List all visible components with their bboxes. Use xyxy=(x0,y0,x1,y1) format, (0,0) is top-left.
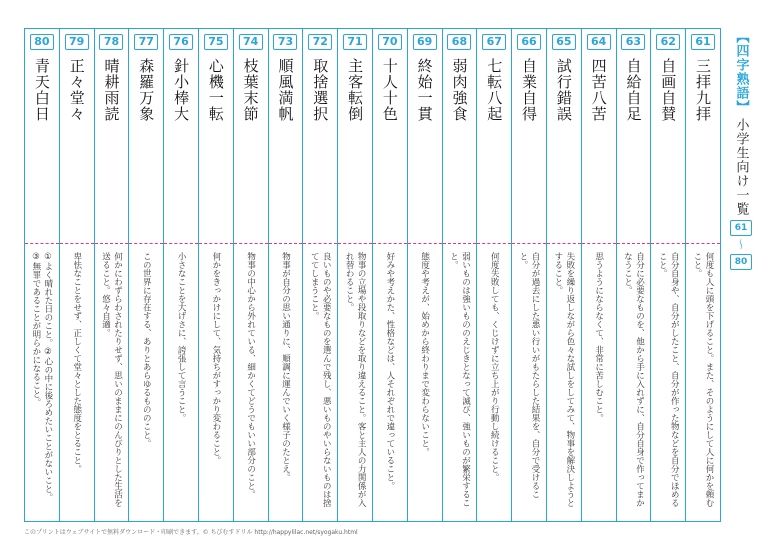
entry-column xyxy=(198,29,233,521)
entry-meaning: 自分が過去にした悪い行いがもたらした結果を、自分で受けること。 xyxy=(518,252,541,499)
entry-idiom: 正々堂々 xyxy=(67,58,86,122)
entry-idiom: 青天白日 xyxy=(32,58,51,122)
entry-header xyxy=(373,29,407,244)
page-subtitle: 小学生向け一覧 xyxy=(733,118,749,216)
entry-header xyxy=(547,29,581,244)
entry-meaning: 態度や考えが、始めから終わりまで変わらないこと。 xyxy=(419,252,430,456)
entry-body xyxy=(582,244,616,521)
entry-column xyxy=(650,29,685,521)
entry-body xyxy=(164,244,198,521)
entry-column xyxy=(442,29,477,521)
entry-number: 67 xyxy=(482,34,506,50)
entry-idiom: 自画自賛 xyxy=(659,58,678,122)
entry-meaning: 小さなことを大げさに、誇張して言うこと。 xyxy=(176,252,187,422)
entry-header xyxy=(25,29,59,244)
entry-meaning: 弱いものは強いもののえじきとなって滅び、強いものが繁栄すること。 xyxy=(448,252,471,507)
entry-meaning: 何かをきっかけにして、気持ちがすっかり変わること。 xyxy=(210,252,221,465)
footer-note: このプリントはウェブサイトで無料ダウンロード・印刷できます。© ちびむすドリル http://happylilac.net/syogaku.html xyxy=(24,529,358,536)
entry-meaning: 失敗を繰り返しながら色々な試しをしてみて、物事を解決しようとすること。 xyxy=(552,252,575,507)
entry-meaning: 思うようにならなくて、非常に苦しむこと。 xyxy=(593,252,604,422)
entry-number: 70 xyxy=(378,34,402,50)
entry-column xyxy=(581,29,616,521)
entry-idiom: 七転八起 xyxy=(485,58,504,122)
entry-column xyxy=(94,29,129,521)
range-start-badge: 61 xyxy=(730,220,752,236)
entry-header xyxy=(338,29,372,244)
entry-header xyxy=(582,29,616,244)
entry-number: 69 xyxy=(413,34,437,50)
entry-number: 79 xyxy=(65,34,89,50)
entry-header xyxy=(234,29,268,244)
entry-column xyxy=(407,29,442,521)
entry-body xyxy=(199,244,233,521)
entry-meaning: ①よく晴れた日のこと。②心の中に後ろめたいことがないこと。③無罪であることが明らかになること。 xyxy=(30,252,53,502)
entry-column xyxy=(546,29,581,521)
entry-body xyxy=(477,244,511,521)
entry-idiom: 弱肉強食 xyxy=(450,58,469,122)
kanji-table xyxy=(24,28,721,522)
entry-body xyxy=(443,244,477,521)
entry-idiom: 終始一貫 xyxy=(415,58,434,122)
page-title-area xyxy=(727,30,755,270)
entry-body xyxy=(651,244,685,521)
entry-column xyxy=(59,29,94,521)
entry-idiom: 順風満帆 xyxy=(276,58,295,122)
entry-number: 75 xyxy=(204,34,228,50)
entry-body xyxy=(60,244,94,521)
page-title: 【四字熟語】 xyxy=(733,30,749,114)
entry-column xyxy=(476,29,511,521)
entry-idiom: 枝葉末節 xyxy=(241,58,260,122)
entry-meaning: 良いものや必要なものを選んで残し、悪いものやいらないものは捨ててしまうこと。 xyxy=(309,252,332,507)
entry-column xyxy=(268,29,303,521)
entry-header xyxy=(686,29,720,244)
entry-body xyxy=(269,244,303,521)
entry-number: 80 xyxy=(30,34,54,50)
entry-idiom: 心機一転 xyxy=(206,58,225,122)
entry-meaning: 物事の立場や段取りなどを取り違えること。客と主人の力関係が入れ替わること。 xyxy=(344,252,367,507)
entry-meaning: 物事の中心から外れている、細かくてどうでもいい部分のこと。 xyxy=(245,252,256,499)
entry-meaning: 何度も人に頭を下げること。また、そのようにして人に何かを頼むこと。 xyxy=(692,252,715,507)
entry-idiom: 取捨選択 xyxy=(311,58,330,122)
entry-number: 71 xyxy=(343,34,367,50)
entry-number: 63 xyxy=(621,34,645,50)
entry-body xyxy=(234,244,268,521)
entry-meaning: 卑怯なことをせず、正しくて堂々とした態度をとること。 xyxy=(71,252,82,473)
entry-number: 77 xyxy=(134,34,158,50)
entry-header xyxy=(408,29,442,244)
entry-body xyxy=(25,244,59,521)
entry-idiom: 晴耕雨読 xyxy=(102,58,121,122)
entry-meaning: 物事が自分の思い通りに、順調に運んでいく様子のたとえ。 xyxy=(280,252,291,482)
entry-idiom: 森羅万象 xyxy=(137,58,156,122)
entry-meaning: 好みや考えかた、性格などは、人それぞれで違っていること。 xyxy=(384,252,395,490)
entry-body xyxy=(338,244,372,521)
entry-number: 62 xyxy=(656,34,680,50)
entry-number: 66 xyxy=(517,34,541,50)
entry-body xyxy=(129,244,163,521)
entry-idiom: 主客転倒 xyxy=(346,58,365,122)
entry-meaning: 何かにわずらわされたりせず、思いのままにのんびりとした生活を送ること。悠々自適。 xyxy=(100,252,123,507)
entry-header xyxy=(60,29,94,244)
entry-idiom: 三拝九拝 xyxy=(694,58,713,122)
range-end-badge: 80 xyxy=(730,254,752,270)
entry-meaning: 自分に必要なものを、他から手に入れずに、自分自身で作ってまかなうこと。 xyxy=(622,252,645,507)
entry-body xyxy=(686,244,720,521)
entry-idiom: 自業自得 xyxy=(520,58,539,122)
entry-number: 78 xyxy=(99,34,123,50)
entry-header xyxy=(651,29,685,244)
entry-number: 76 xyxy=(169,34,193,50)
entry-idiom: 針小棒大 xyxy=(172,58,191,122)
entry-column xyxy=(616,29,651,521)
entry-header xyxy=(617,29,651,244)
entry-header xyxy=(269,29,303,244)
entry-column xyxy=(685,29,720,521)
entry-idiom: 十人十色 xyxy=(380,58,399,122)
entry-header xyxy=(164,29,198,244)
entry-header xyxy=(199,29,233,244)
entry-number: 65 xyxy=(552,34,576,50)
entry-number: 74 xyxy=(239,34,263,50)
entry-body xyxy=(303,244,337,521)
entry-idiom: 試行錯誤 xyxy=(554,58,573,122)
entry-body xyxy=(95,244,129,521)
entry-header xyxy=(512,29,546,244)
entry-column xyxy=(302,29,337,521)
entry-column xyxy=(128,29,163,521)
entry-body xyxy=(617,244,651,521)
entry-body xyxy=(512,244,546,521)
entry-number: 64 xyxy=(587,34,611,50)
entry-number: 61 xyxy=(691,34,715,50)
entry-header xyxy=(303,29,337,244)
entry-number: 72 xyxy=(308,34,332,50)
entry-meaning: 何度失敗しても、くじけずに立ち上がり行動し続けること。 xyxy=(489,252,500,482)
entry-header xyxy=(95,29,129,244)
entry-body xyxy=(373,244,407,521)
entry-idiom: 自給自足 xyxy=(624,58,643,122)
entry-column xyxy=(163,29,198,521)
entry-header xyxy=(477,29,511,244)
entry-meaning: この世界に存在する、ありとあらゆるもののこと。 xyxy=(141,252,152,448)
entry-column xyxy=(372,29,407,521)
entry-column xyxy=(511,29,546,521)
range-separator: 〜 xyxy=(733,238,748,250)
entry-idiom: 四苦八苦 xyxy=(589,58,608,122)
entry-column xyxy=(337,29,372,521)
entry-body xyxy=(408,244,442,521)
entry-header xyxy=(443,29,477,244)
entry-number: 73 xyxy=(273,34,297,50)
entry-meaning: 自分自身や、自分がしたこと、自分が作った物などを自分でほめること。 xyxy=(657,252,680,507)
entry-header xyxy=(129,29,163,244)
entry-body xyxy=(547,244,581,521)
entry-column xyxy=(25,29,59,521)
entry-column xyxy=(233,29,268,521)
entry-number: 68 xyxy=(447,34,471,50)
